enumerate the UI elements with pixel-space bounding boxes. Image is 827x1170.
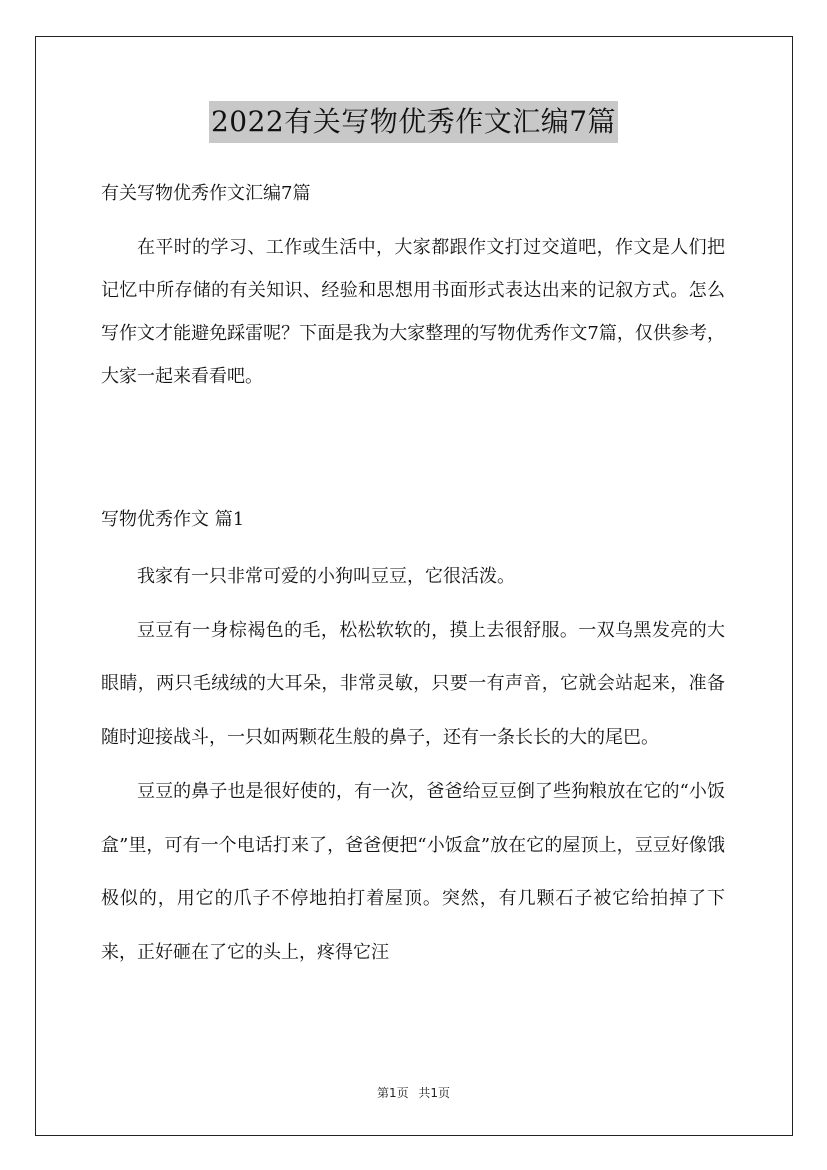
- title-container: [0, 101, 827, 143]
- body-paragraph: 豆豆有一身棕褐色的毛，松松软软的，摸上去很舒服。一双乌黑发亮的大眼睛，两只毛绒绒的大耳朵，非常灵敏，只要一有声音，它就会站起来，准备随时迎接战斗，一只如两颗花生般的鼻子，还有一条长长的大的尾巴。: [101, 619, 725, 749]
- body-paragraph: 我家有一只非常可爱的小狗叫豆豆，它很活泼。: [137, 566, 515, 587]
- section-heading: 写物优秀作文 篇1: [101, 509, 245, 530]
- section-body: [101, 550, 725, 980]
- total-pages: 共1页: [418, 1086, 451, 1100]
- page-number: 第1页: [376, 1086, 409, 1100]
- page-footer: [0, 1084, 827, 1101]
- intro-paragraph: 在平时的学习、工作或生活中，大家都跟作文打过交道吧，作文是人们把记忆中所存储的有关知识、经验和思想用书面形式表达出来的记叙方式。怎么写作文才能避免踩雷呢？下面是我为大家整理的写物优秀作文7篇，仅供参考，大家一起来看看吧。: [101, 237, 725, 387]
- document-title: 2022有关写物优秀作文汇编7篇: [209, 101, 618, 143]
- body-paragraph: 豆豆的鼻子也是很好使的，有一次，爸爸给豆豆倒了些狗粮放在它的“小饭盒”里，可有一个电话打来了，爸爸便把“小饭盒”放在它的屋顶上，豆豆好像饿极似的，用它的爪子不停地拍打着屋顶。突然，有几颗石子被它给拍掉了下来，正好砸在了它的头上，疼得它汪: [101, 780, 725, 963]
- document-subtitle: 有关写物优秀作文汇编7篇: [101, 183, 311, 204]
